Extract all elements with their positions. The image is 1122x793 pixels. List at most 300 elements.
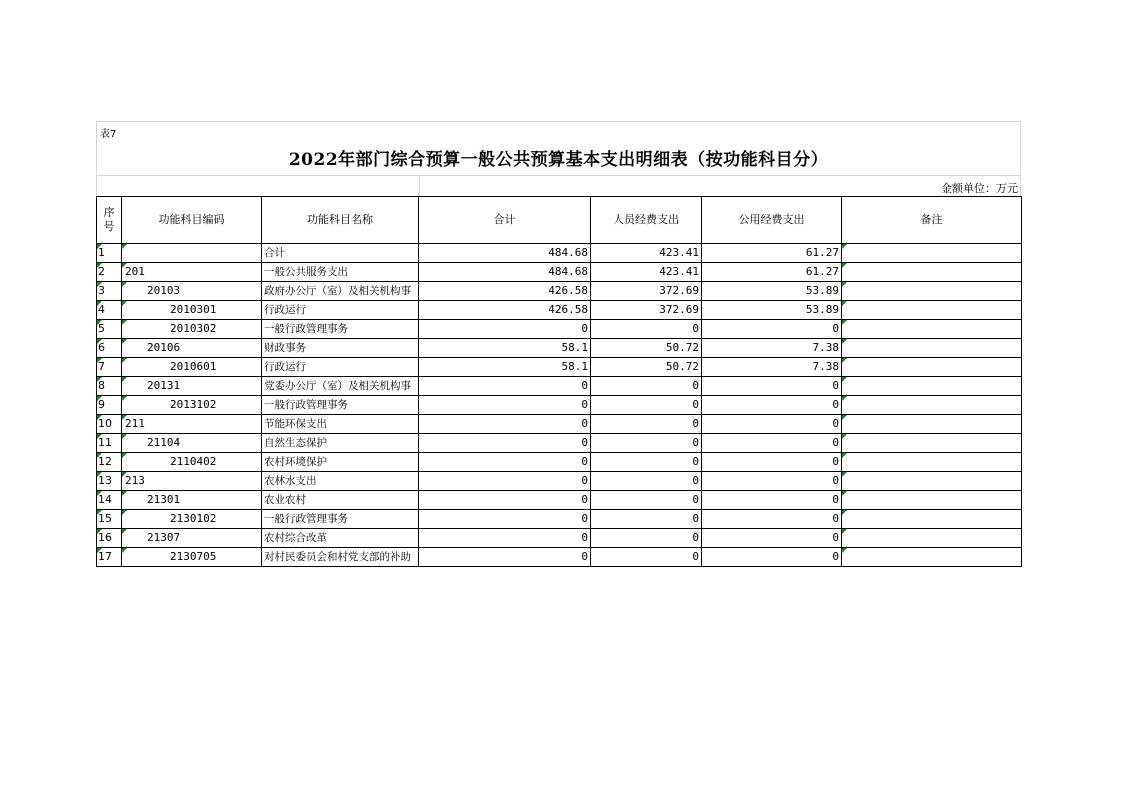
cell-seq[interactable] — [97, 453, 122, 472]
table-row — [97, 244, 1022, 263]
cell-total-text: 0 — [581, 531, 588, 544]
cell-total[interactable] — [419, 510, 591, 529]
cell-public[interactable] — [702, 415, 842, 434]
cell-seq[interactable] — [97, 529, 122, 548]
cell-marker-icon — [842, 548, 847, 553]
cell-marker-icon — [97, 529, 102, 534]
table-row — [97, 453, 1022, 472]
cell-public-text: 53.89 — [805, 284, 839, 297]
cell-marker-icon — [122, 377, 127, 382]
cell-seq-text: 12 — [98, 455, 112, 468]
cell-total[interactable] — [419, 396, 591, 415]
cell-marker-icon — [122, 339, 127, 344]
header-seq-label: 序 号 — [103, 206, 115, 233]
cell-code[interactable] — [122, 320, 262, 339]
cell-total-text: 426.58 — [548, 284, 588, 297]
cell-personnel[interactable] — [591, 377, 702, 396]
cell-public-text: 61.27 — [805, 265, 839, 278]
cell-personnel[interactable] — [591, 434, 702, 453]
cell-marker-icon — [97, 434, 102, 439]
cell-personnel[interactable] — [591, 339, 702, 358]
cell-total-text: 484.68 — [548, 246, 588, 259]
cell-remark[interactable] — [842, 320, 1022, 339]
cell-code-text: 2130102 — [170, 512, 217, 525]
header-public: 公用经费支出 — [702, 197, 842, 244]
cell-personnel-text: 0 — [692, 512, 699, 525]
cell-total[interactable] — [419, 453, 591, 472]
cell-seq[interactable] — [97, 263, 122, 282]
cell-name-text: 行政运行 — [264, 361, 306, 373]
cell-remark[interactable] — [842, 263, 1022, 282]
cell-marker-icon — [122, 510, 127, 515]
cell-code-text: 2130705 — [170, 550, 217, 563]
cell-code-text: 213 — [125, 474, 145, 487]
cell-seq[interactable] — [97, 301, 122, 320]
table-row — [97, 282, 1022, 301]
cell-name-text: 党委办公厅（室）及相关机构事 — [264, 380, 411, 392]
cell-seq-text: 13 — [98, 474, 112, 487]
cell-personnel[interactable] — [591, 396, 702, 415]
cell-personnel-text: 372.69 — [659, 284, 699, 297]
cell-marker-icon — [842, 320, 847, 325]
cell-marker-icon — [842, 358, 847, 363]
cell-seq[interactable] — [97, 282, 122, 301]
cell-name-text: 农村综合改革 — [264, 532, 327, 544]
header-personnel: 人员经费支出 — [591, 197, 702, 244]
cell-total[interactable] — [419, 548, 591, 567]
cell-total[interactable] — [419, 301, 591, 320]
cell-marker-icon — [842, 453, 847, 458]
cell-name[interactable] — [262, 548, 419, 567]
cell-personnel-text: 372.69 — [659, 303, 699, 316]
cell-public-text: 0 — [832, 550, 839, 563]
cell-personnel-text: 0 — [692, 436, 699, 449]
cell-name[interactable] — [262, 453, 419, 472]
cell-personnel-text: 0 — [692, 531, 699, 544]
cell-remark[interactable] — [842, 301, 1022, 320]
cell-marker-icon — [97, 358, 102, 363]
table-label-row — [96, 121, 1021, 141]
cell-total-text: 0 — [581, 493, 588, 506]
cell-name[interactable] — [262, 320, 419, 339]
cell-personnel[interactable] — [591, 263, 702, 282]
cell-total[interactable] — [419, 472, 591, 491]
cell-public[interactable] — [702, 396, 842, 415]
cell-total-text: 58.1 — [561, 360, 588, 373]
cell-total[interactable] — [419, 339, 591, 358]
cell-public[interactable] — [702, 529, 842, 548]
cell-seq-text: 17 — [98, 550, 112, 563]
cell-marker-icon — [97, 377, 102, 382]
cell-name-text: 行政运行 — [264, 304, 306, 316]
cell-public[interactable] — [702, 510, 842, 529]
cell-marker-icon — [122, 301, 127, 306]
cell-personnel-text: 423.41 — [659, 265, 699, 278]
table-row — [97, 529, 1022, 548]
cell-marker-icon — [122, 434, 127, 439]
cell-marker-icon — [97, 510, 102, 515]
cell-code[interactable] — [122, 491, 262, 510]
cell-marker-icon — [842, 244, 847, 249]
cell-public-text: 61.27 — [805, 246, 839, 259]
cell-marker-icon — [842, 472, 847, 477]
cell-total[interactable] — [419, 244, 591, 263]
cell-code[interactable] — [122, 244, 262, 263]
header-code: 功能科目编码 — [122, 197, 262, 244]
cell-seq-text: 7 — [98, 360, 105, 373]
cell-remark[interactable] — [842, 244, 1022, 263]
cell-seq[interactable] — [97, 548, 122, 567]
cell-total[interactable] — [419, 358, 591, 377]
cell-seq-text: 8 — [98, 379, 105, 392]
cell-total-text: 0 — [581, 417, 588, 430]
cell-public[interactable] — [702, 339, 842, 358]
cell-personnel[interactable] — [591, 282, 702, 301]
cell-name-text: 一般行政管理事务 — [264, 513, 348, 525]
cell-name[interactable] — [262, 491, 419, 510]
cell-name-text: 自然生态保护 — [264, 437, 327, 449]
table-row — [97, 434, 1022, 453]
cell-marker-icon — [842, 339, 847, 344]
cell-marker-icon — [97, 548, 102, 553]
cell-personnel-text: 50.72 — [665, 341, 699, 354]
cell-code[interactable] — [122, 529, 262, 548]
cell-personnel-text: 0 — [692, 417, 699, 430]
cell-total-text: 426.58 — [548, 303, 588, 316]
cell-code-text: 201 — [125, 265, 145, 278]
cell-total-text: 0 — [581, 398, 588, 411]
cell-personnel[interactable] — [591, 320, 702, 339]
cell-marker-icon — [122, 358, 127, 363]
cell-seq-text: 6 — [98, 341, 105, 354]
cell-name[interactable] — [262, 244, 419, 263]
cell-seq-text: 9 — [98, 398, 105, 411]
cell-public-text: 53.89 — [805, 303, 839, 316]
cell-seq[interactable] — [97, 358, 122, 377]
cell-total[interactable] — [419, 282, 591, 301]
cell-remark[interactable] — [842, 434, 1022, 453]
cell-public-text: 0 — [832, 474, 839, 487]
cell-public-text: 0 — [832, 493, 839, 506]
cell-personnel[interactable] — [591, 548, 702, 567]
cell-code[interactable] — [122, 472, 262, 491]
cell-personnel[interactable] — [591, 472, 702, 491]
cell-total[interactable] — [419, 263, 591, 282]
cell-personnel-text: 423.41 — [659, 246, 699, 259]
cell-personnel[interactable] — [591, 491, 702, 510]
cell-total[interactable] — [419, 434, 591, 453]
cell-name[interactable] — [262, 434, 419, 453]
cell-total-text: 484.68 — [548, 265, 588, 278]
cell-name[interactable] — [262, 263, 419, 282]
cell-personnel[interactable] — [591, 244, 702, 263]
cell-marker-icon — [122, 472, 127, 477]
cell-public-text: 7.38 — [812, 360, 839, 373]
cell-seq[interactable] — [97, 320, 122, 339]
cell-marker-icon — [122, 263, 127, 268]
table-row — [97, 377, 1022, 396]
cell-public[interactable] — [702, 244, 842, 263]
cell-name[interactable] — [262, 510, 419, 529]
header-row — [97, 197, 1022, 244]
cell-name-text: 农林水支出 — [264, 475, 317, 487]
cell-total[interactable] — [419, 415, 591, 434]
cell-name[interactable] — [262, 282, 419, 301]
unit-row-divider — [419, 176, 420, 196]
cell-marker-icon — [842, 491, 847, 496]
cell-remark[interactable] — [842, 377, 1022, 396]
cell-total-text: 58.1 — [561, 341, 588, 354]
cell-public[interactable] — [702, 263, 842, 282]
cell-personnel-text: 0 — [692, 398, 699, 411]
table-row — [97, 548, 1022, 567]
header-seq — [97, 197, 122, 244]
cell-public[interactable] — [702, 320, 842, 339]
cell-public[interactable] — [702, 491, 842, 510]
cell-code[interactable] — [122, 415, 262, 434]
cell-total[interactable] — [419, 320, 591, 339]
cell-remark[interactable] — [842, 529, 1022, 548]
cell-marker-icon — [97, 244, 102, 249]
cell-name[interactable] — [262, 396, 419, 415]
cell-code[interactable] — [122, 282, 262, 301]
cell-personnel[interactable] — [591, 529, 702, 548]
cell-remark[interactable] — [842, 510, 1022, 529]
cell-code[interactable] — [122, 453, 262, 472]
cell-personnel[interactable] — [591, 453, 702, 472]
cell-seq-text: 2 — [98, 265, 105, 278]
cell-marker-icon — [122, 415, 127, 420]
cell-code[interactable] — [122, 434, 262, 453]
cell-total-text: 0 — [581, 379, 588, 392]
cell-marker-icon — [97, 320, 102, 325]
cell-marker-icon — [97, 301, 102, 306]
cell-seq-text: 15 — [98, 512, 112, 525]
cell-seq[interactable] — [97, 472, 122, 491]
cell-name-text: 合计 — [264, 247, 285, 259]
cell-code[interactable] — [122, 377, 262, 396]
cell-code[interactable] — [122, 358, 262, 377]
cell-total[interactable] — [419, 529, 591, 548]
cell-name-text: 一般公共服务支出 — [264, 266, 348, 278]
cell-code-text: 21301 — [147, 493, 181, 506]
cell-name[interactable] — [262, 377, 419, 396]
cell-personnel[interactable] — [591, 510, 702, 529]
table-row — [97, 301, 1022, 320]
cell-name-text: 一般行政管理事务 — [264, 399, 348, 411]
table-body — [97, 244, 1022, 567]
cell-public-text: 0 — [832, 417, 839, 430]
cell-name[interactable] — [262, 301, 419, 320]
cell-remark[interactable] — [842, 415, 1022, 434]
cell-code-text: 21307 — [147, 531, 181, 544]
cell-public-text: 0 — [832, 398, 839, 411]
cell-marker-icon — [842, 377, 847, 382]
cell-remark[interactable] — [842, 282, 1022, 301]
table-row — [97, 415, 1022, 434]
cell-personnel-text: 50.72 — [665, 360, 699, 373]
cell-public[interactable] — [702, 453, 842, 472]
header-total: 合计 — [419, 197, 591, 244]
cell-code-text: 21104 — [147, 436, 181, 449]
cell-seq[interactable] — [97, 244, 122, 263]
cell-personnel-text: 0 — [692, 493, 699, 506]
cell-seq-text: 10 — [98, 417, 112, 430]
cell-marker-icon — [97, 472, 102, 477]
cell-marker-icon — [97, 453, 102, 458]
cell-public-text: 7.38 — [812, 341, 839, 354]
cell-public-text: 0 — [832, 379, 839, 392]
cell-code-text: 2010302 — [170, 322, 217, 335]
cell-name[interactable] — [262, 358, 419, 377]
cell-code[interactable] — [122, 548, 262, 567]
table-row — [97, 339, 1022, 358]
cell-personnel[interactable] — [591, 301, 702, 320]
cell-remark[interactable] — [842, 358, 1022, 377]
cell-seq-text: 1 — [98, 246, 105, 259]
cell-marker-icon — [842, 415, 847, 420]
cell-name[interactable] — [262, 415, 419, 434]
cell-marker-icon — [122, 529, 127, 534]
cell-code-text: 2013102 — [170, 398, 217, 411]
cell-total[interactable] — [419, 377, 591, 396]
cell-marker-icon — [97, 339, 102, 344]
cell-personnel[interactable] — [591, 358, 702, 377]
cell-public[interactable] — [702, 548, 842, 567]
cell-seq[interactable] — [97, 377, 122, 396]
header-name: 功能科目名称 — [262, 197, 419, 244]
cell-marker-icon — [122, 320, 127, 325]
cell-public[interactable] — [702, 434, 842, 453]
cell-marker-icon — [122, 453, 127, 458]
cell-total[interactable] — [419, 491, 591, 510]
cell-marker-icon — [842, 263, 847, 268]
cell-remark[interactable] — [842, 548, 1022, 567]
cell-name-text: 农村环境保护 — [264, 456, 327, 468]
cell-code-text: 2110402 — [170, 455, 217, 468]
cell-marker-icon — [122, 491, 127, 496]
cell-name-text: 农业农村 — [264, 494, 306, 506]
cell-code[interactable] — [122, 339, 262, 358]
cell-marker-icon — [97, 263, 102, 268]
cell-name[interactable] — [262, 339, 419, 358]
table-label: 表7 — [100, 129, 117, 140]
table-row — [97, 320, 1022, 339]
cell-marker-icon — [842, 529, 847, 534]
cell-marker-icon — [122, 282, 127, 287]
cell-marker-icon — [97, 491, 102, 496]
cell-name-text: 政府办公厅（室）及相关机构事 — [264, 285, 411, 297]
cell-name-text: 对村民委员会和村党支部的补助 — [264, 551, 411, 563]
amount-unit: 金额单位：万元 — [941, 182, 1018, 195]
cell-marker-icon — [122, 548, 127, 553]
cell-code-text: 20131 — [147, 379, 181, 392]
cell-seq-text: 11 — [98, 436, 112, 449]
cell-seq[interactable] — [97, 415, 122, 434]
cell-remark[interactable] — [842, 453, 1022, 472]
cell-name[interactable] — [262, 529, 419, 548]
cell-seq-text: 3 — [98, 284, 105, 297]
cell-remark[interactable] — [842, 491, 1022, 510]
cell-total-text: 0 — [581, 322, 588, 335]
cell-seq[interactable] — [97, 339, 122, 358]
cell-public[interactable] — [702, 358, 842, 377]
cell-remark[interactable] — [842, 472, 1022, 491]
cell-total-text: 0 — [581, 474, 588, 487]
cell-name-text: 财政事务 — [264, 342, 306, 354]
cell-marker-icon — [842, 434, 847, 439]
table-row — [97, 263, 1022, 282]
table-row — [97, 510, 1022, 529]
cell-code[interactable] — [122, 301, 262, 320]
cell-code-text: 20103 — [147, 284, 181, 297]
cell-public-text: 0 — [832, 436, 839, 449]
cell-public[interactable] — [702, 282, 842, 301]
cell-seq[interactable] — [97, 510, 122, 529]
unit-row — [96, 175, 1021, 196]
cell-marker-icon — [842, 282, 847, 287]
cell-seq[interactable] — [97, 434, 122, 453]
cell-public-text: 0 — [832, 455, 839, 468]
cell-code[interactable] — [122, 396, 262, 415]
spreadsheet-page — [96, 121, 1021, 567]
cell-code-text: 2010601 — [170, 360, 217, 373]
cell-personnel-text: 0 — [692, 455, 699, 468]
cell-public[interactable] — [702, 472, 842, 491]
cell-code-text: 211 — [125, 417, 145, 430]
cell-marker-icon — [842, 301, 847, 306]
cell-seq-text: 14 — [98, 493, 112, 506]
cell-personnel-text: 0 — [692, 379, 699, 392]
cell-code-text: 20106 — [147, 341, 181, 354]
cell-marker-icon — [842, 396, 847, 401]
cell-public[interactable] — [702, 377, 842, 396]
page-title: 2022年部门综合预算一般公共预算基本支出明细表（按功能科目分） — [96, 141, 1021, 175]
cell-marker-icon — [842, 510, 847, 515]
cell-code[interactable] — [122, 263, 262, 282]
table-row — [97, 472, 1022, 491]
cell-marker-icon — [97, 415, 102, 420]
cell-total-text: 0 — [581, 455, 588, 468]
cell-total-text: 0 — [581, 436, 588, 449]
table-row — [97, 491, 1022, 510]
cell-seq-text: 16 — [98, 531, 112, 544]
cell-total-text: 0 — [581, 550, 588, 563]
cell-public-text: 0 — [832, 322, 839, 335]
table-row — [97, 358, 1022, 377]
cell-remark[interactable] — [842, 339, 1022, 358]
cell-remark[interactable] — [842, 396, 1022, 415]
cell-marker-icon — [97, 396, 102, 401]
cell-name-text: 一般行政管理事务 — [264, 323, 348, 335]
cell-code[interactable] — [122, 510, 262, 529]
cell-name-text: 节能环保支出 — [264, 418, 327, 430]
cell-total-text: 0 — [581, 512, 588, 525]
cell-name[interactable] — [262, 472, 419, 491]
cell-marker-icon — [122, 244, 127, 249]
cell-seq[interactable] — [97, 491, 122, 510]
expenditure-table — [96, 196, 1022, 567]
cell-seq-text: 5 — [98, 322, 105, 335]
cell-marker-icon — [97, 282, 102, 287]
cell-public-text: 0 — [832, 512, 839, 525]
cell-seq-text: 4 — [98, 303, 105, 316]
header-remark: 备注 — [842, 197, 1022, 244]
cell-seq[interactable] — [97, 396, 122, 415]
cell-code-text: 2010301 — [170, 303, 217, 316]
cell-public[interactable] — [702, 301, 842, 320]
cell-personnel[interactable] — [591, 415, 702, 434]
